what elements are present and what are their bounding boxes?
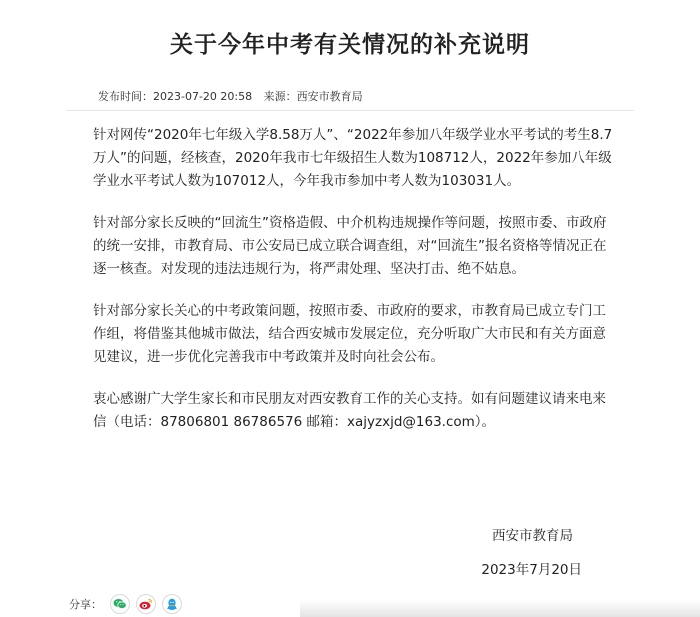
article-title: 关于今年中考有关情况的补充说明 xyxy=(170,32,530,58)
share-bar xyxy=(69,594,188,614)
qq-icon xyxy=(166,598,178,611)
share-weibo-button[interactable] xyxy=(136,594,156,614)
paragraph-1: 针对网传“2020年七年级入学8.58万人”、“2022年参加八年级学业水平考试的考生8.7万人”的问题，经核查，2020年我市七年级招生人数为108712人，2022年参加八年级学业水平考试人数为107012人，今年我市参加中考人数为103031人。 xyxy=(93,127,613,189)
share-label: 分享： xyxy=(69,598,102,611)
article-body xyxy=(93,124,613,453)
paragraph-2: 针对部分家长反映的“回流生”资格造假、中介机构违规操作等问题，按照市委、市政府的统一安排，市教育局、市公安局已成立联合调查组，对“回流生”报名资格等情况正在逐一核查。对发现的违法违规行为，将严肃处理、坚决打击、绝不姑息。 xyxy=(93,215,607,277)
paragraph-4: 衷心感谢广大学生家长和市民朋友对西安教育工作的关心支持。如有问题建议请来电来信（电话：87806801 86786576 邮箱：xajyzxjd@163.com）。 xyxy=(93,391,606,430)
article-meta xyxy=(98,88,371,104)
publish-time-label: 发布时间：2023-07-20 20:58 xyxy=(98,90,253,103)
source-label: 来源：西安市教育局 xyxy=(263,90,363,103)
paragraph-3: 针对部分家长关心的中考政策问题，按照市委、市政府的要求，市教育局已成立专门工作组，将借鉴其他城市做法，结合西安城市发展定位，充分听取广大市民和有关方面意见建议，进一步优化完善我市中考政策并及时向社会公布。 xyxy=(93,303,606,365)
wechat-icon xyxy=(113,598,127,610)
page-bottom-shadow xyxy=(300,600,700,617)
weibo-icon xyxy=(139,598,153,610)
share-wechat-button[interactable] xyxy=(110,594,130,614)
signature-date: 2023年7月20日 xyxy=(481,562,582,578)
share-qq-button[interactable] xyxy=(162,594,182,614)
meta-divider xyxy=(66,110,634,111)
signature-org: 西安市教育局 xyxy=(492,528,573,544)
